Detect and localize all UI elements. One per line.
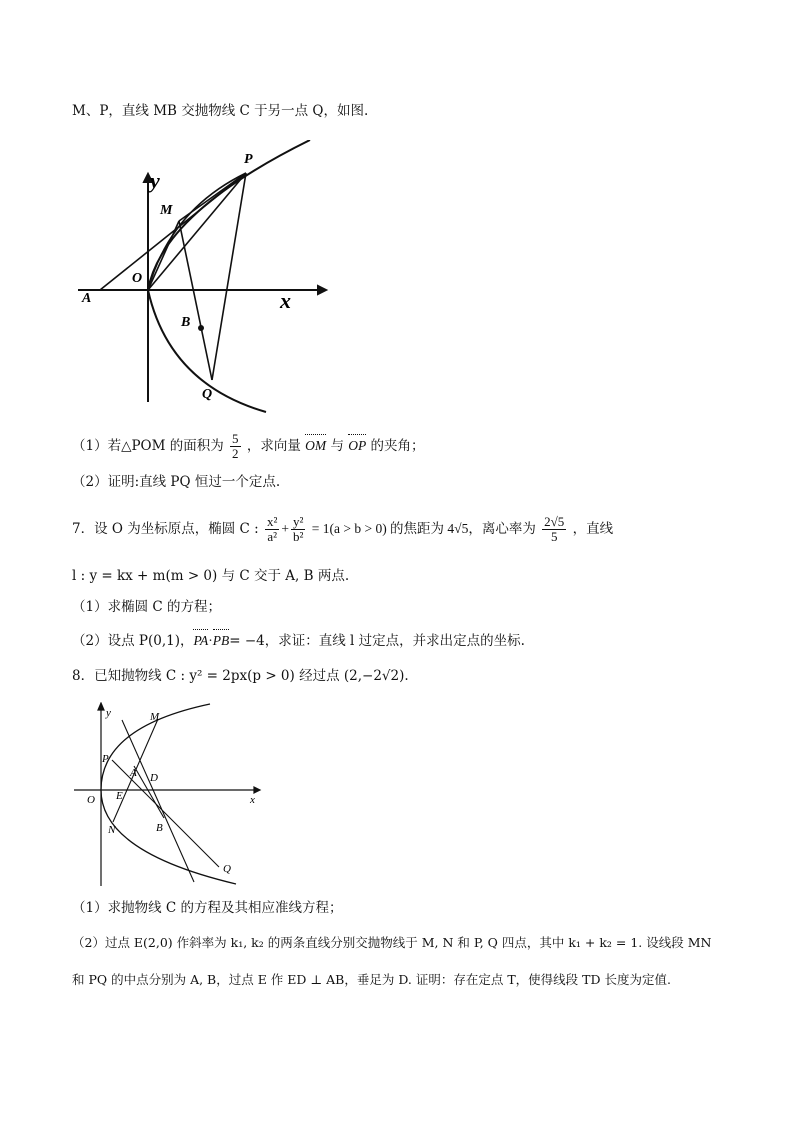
figure-2-lines [112,719,219,882]
q7-vector-pa: PA [193,631,208,651]
figure-1-label-p: P [244,152,253,167]
figure-2-label-o: O [87,794,95,806]
intro-text: M、P，直线 MB 交抛物线 C 于另一点 Q，如图. [72,103,369,119]
figure-2-label-y: y [106,707,111,719]
q6-part2: （2）证明:直线 PQ 恒过一个定点. [72,474,281,490]
q8-part2-line1: （2）过点 E(2,0) 作斜率为 k₁, k₂ 的两条直线分别交抛物线于 M, N 和 P, Q 四点，其中 k₁ + k₂ = 1. 设线段 MN [72,935,712,950]
figure-2-axes [74,703,260,886]
figure-1-point-b [198,325,204,331]
q7-line-l: l : y = kx + m(m > 0) 与 C 交于 A, B 两点. [72,568,350,584]
figure-1-label-a: A [82,291,92,306]
q6-area-numerator: 5 [232,431,239,446]
q6-part1: （1）若△POM 的面积为 $\frac{5}{2}$ ，求向量 OM 与 OP 的夹角； [72,431,425,461]
figure-2-label-x: x [250,794,255,806]
q6-vector-op: OP [348,436,366,456]
q6-area-denominator: 2 [232,446,239,461]
figure-2-label-m: M [150,711,160,723]
q8-stem: 8．已知抛物线 C : y² = 2px(p > 0) 经过点 (2,−2√2). [72,668,409,684]
q8-part1: （1）求抛物线 C 的方程及其相应准线方程； [72,900,343,916]
figure-2-label-e: E [116,790,123,802]
figure-1-label-x: x [280,288,291,313]
q6-vector-om: OM [305,436,326,456]
q7-stem: 7．设 O 为坐标原点，椭圆 C : $\frac{\text{x²}}{\text{a²}}$ + $\frac{\text{y²}}{\text{b²}}$ = 1(a > b > 0) 的焦距为 4√5，离心率为 $\frac{2√5}{5}$ ，直线 [72,514,614,544]
figure-1-label-b: B [181,315,191,330]
q8-part2-line2: 和 PQ 的中点分别为 A, B，过点 E 作 ED ⊥ AB，垂足为 D. 证明：存在定点 T，使得线段 TD 长度为定值. [72,972,671,987]
figure-2-label-n: N [108,824,116,836]
figure-1-parabola [70,140,330,420]
q7-part2: （2）设点 P(0,1)，PA·PB= −4，求证：直线 l 过定点，并求出定点的坐标. [72,633,525,649]
figure-2-label-d: D [150,772,158,784]
figure-1-label-y: y [150,168,160,193]
figure-2-label-a: A [130,767,137,779]
figure-1-label-o: O [132,271,143,286]
figure-1-label-q: Q [202,387,213,402]
figure-1-label-m: M [160,203,173,218]
figure-2-label-q: Q [223,863,231,875]
figure-2-label-b: B [156,822,163,834]
q7-part1: （1）求椭圆 C 的方程； [72,599,222,615]
figure-2-parabola [70,702,270,888]
q7-vector-pb: PB [213,631,230,651]
figure-2-label-p: P [102,753,109,765]
